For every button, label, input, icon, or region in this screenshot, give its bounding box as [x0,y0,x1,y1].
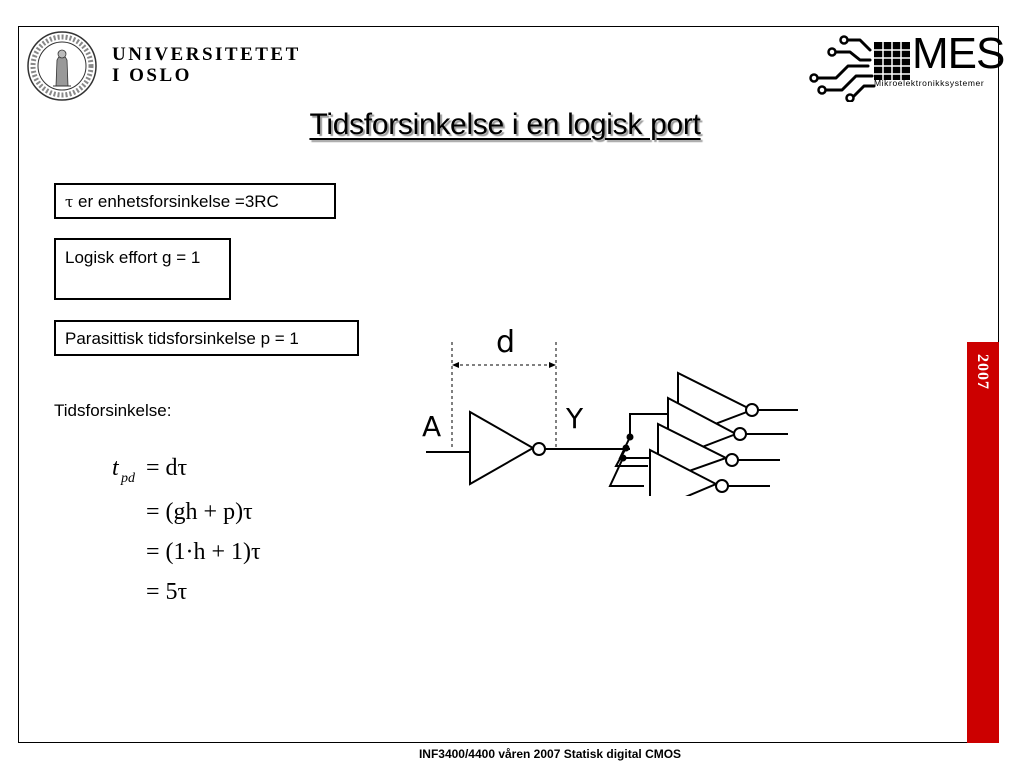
delay-d-label: d [496,325,516,360]
input-a-label: A [422,410,442,443]
tau-symbol: τ [65,193,74,211]
university-name [112,44,301,86]
delay-label: Tidsforsinkelse: [54,401,172,420]
output-y-label: Y [566,402,584,435]
equation-lhs-subscript: pd [121,471,135,486]
inverter-fanout-diagram [418,318,808,496]
university-seal-icon [26,30,98,102]
logical-effort-box: Logisk effort g = 1 [54,238,231,300]
logo-subtitle: Mikroelektronikksystemer [874,78,985,88]
university-name-line1: UNIVERSITETET [112,44,301,65]
parasitic-delay-box: Parasittisk tidsforsinkelse p = 1 [54,320,359,356]
slide-title: Tidsforsinkelse i en logisk port [309,108,701,141]
delay-equation [100,445,340,615]
equation-line1: = dτ [146,455,188,481]
year-label: 2007 [974,354,991,390]
logo-text: MES [912,29,1005,78]
university-name-line2: I OSLO [112,65,192,86]
side-accent-bar [967,342,999,743]
unit-delay-text: er enhetsforsinkelse =3RC [73,192,279,211]
equation-lhs: t [112,455,119,481]
footer-text: INF3400/4400 våren 2007 Statisk digital CMOS [418,747,682,761]
equation-line3: = (1·h + 1)τ [146,539,261,565]
equation-line2: = (gh + p)τ [146,499,253,525]
unit-delay-box [54,183,336,219]
equation-line4: = 5τ [146,579,188,605]
